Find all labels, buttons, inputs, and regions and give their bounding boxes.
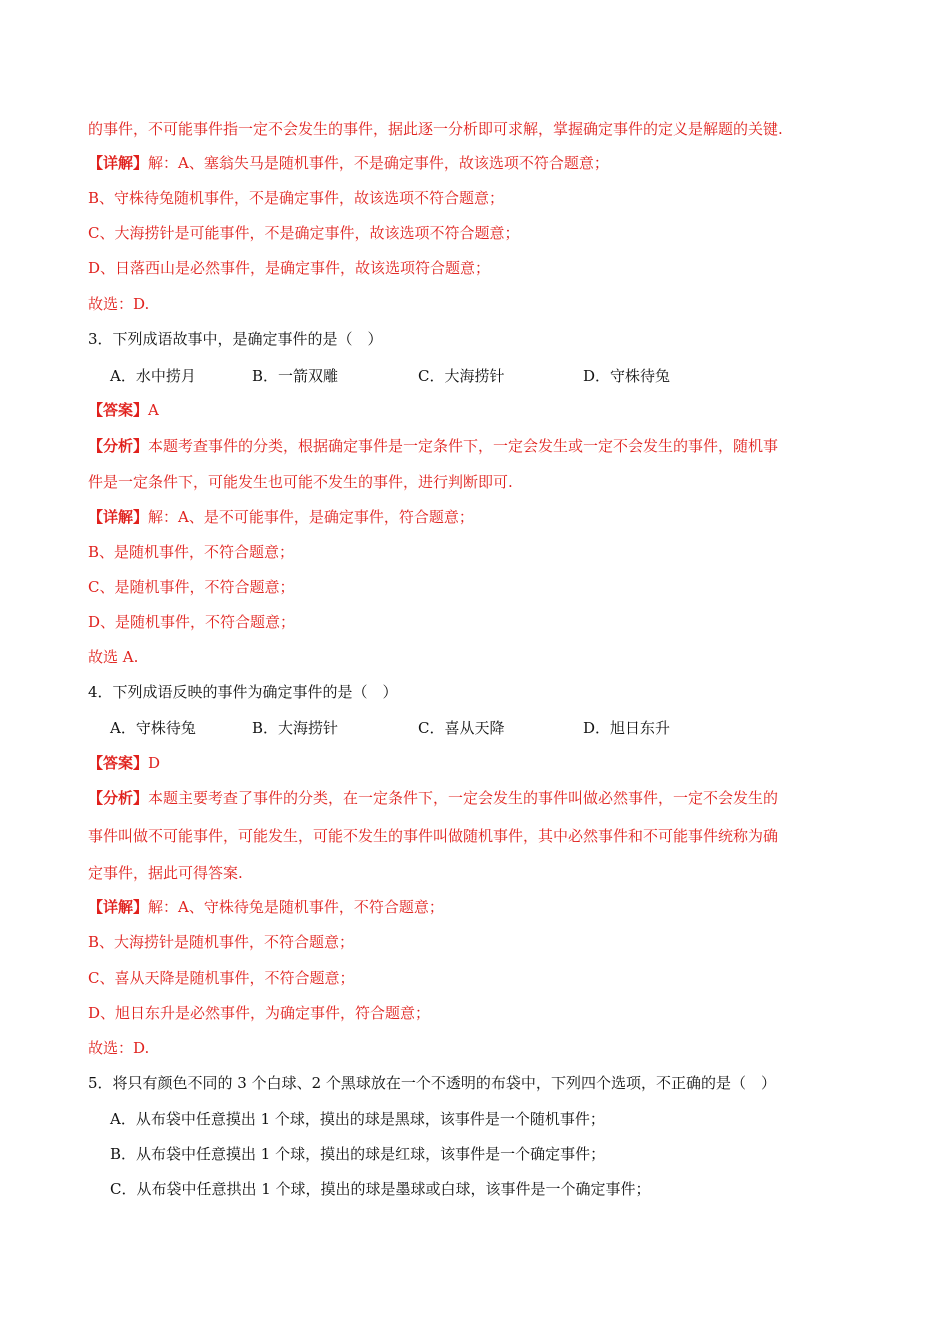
- question-options-4: [88, 718, 868, 738]
- analysis-line: 【分析】本题主要考查了事件的分类，在一定条件下，一定会发生的事件叫做必然事件，一定不会发生的: [88, 789, 779, 807]
- detail-line: 【详解】解：A、是不可能事件，是确定事件，符合题意；: [88, 508, 474, 526]
- detail-tag: 【详解】: [88, 154, 149, 172]
- detail-line: C、是随机事件，不符合题意；: [88, 578, 295, 596]
- answer-line: [88, 400, 159, 420]
- option-b: B．大海捞针: [252, 719, 339, 737]
- detail-line: D、旭日东升是必然事件，为确定事件，符合题意；: [88, 1004, 431, 1022]
- analysis-line: 【分析】本题考查事件的分类，根据确定事件是一定条件下，一定会发生或一定不会发生的事件，随机事: [88, 437, 779, 455]
- answer-tag: 【答案】: [88, 401, 149, 419]
- detail-line: B、大海捞针是随机事件，不符合题意；: [88, 933, 355, 951]
- option-a: A．从布袋中任意摸出 1 个球，摸出的球是黑球，该事件是一个随机事件；: [110, 1110, 605, 1128]
- analysis-line: 事件叫做不可能事件，可能发生，可能不发生的事件叫做随机事件，其中必然事件和不可能事件统称为确: [88, 827, 779, 845]
- option-d: D．旭日东升: [583, 719, 671, 737]
- detail-line: D、日落西山是必然事件，是确定事件，故该选项符合题意；: [88, 259, 491, 277]
- detail-line: D、是随机事件，不符合题意；: [88, 613, 296, 631]
- answer-line: [88, 753, 160, 773]
- question-stem-5: 5．将只有颜色不同的 3 个白球、2 个黑球放在一个不透明的布袋中，下列四个选项，不正确的是（ ）: [88, 1074, 776, 1092]
- detail-tag: 【详解】: [88, 898, 149, 916]
- conclusion: 故选：D.: [88, 295, 150, 313]
- question-stem-3: 3．下列成语故事中，是确定事件的是（ ）: [88, 330, 383, 348]
- answer-tag: 【答案】: [88, 754, 149, 772]
- detail-line: 【详解】解：A、守株待兔是随机事件，不符合题意；: [88, 898, 444, 916]
- analysis-tag: 【分析】: [88, 437, 149, 455]
- option-c: C．大海捞针: [418, 367, 505, 385]
- analysis-tag: 【分析】: [88, 789, 149, 807]
- analysis-continuation: 的事件，不可能事件指一定不会发生的事件，据此逐一分析即可求解，掌握确定事件的定义是解题的关键.: [88, 120, 783, 138]
- analysis-line: 定事件，据此可得答案.: [88, 864, 243, 882]
- answer-value: D: [148, 754, 161, 772]
- conclusion: 故选：D.: [88, 1039, 150, 1057]
- option-b: B．一箭双雕: [252, 367, 339, 385]
- option-c: C．喜从天降: [418, 719, 505, 737]
- detail-line: C、大海捞针是可能事件，不是确定事件，故该选项不符合题意；: [88, 224, 520, 242]
- detail-line: C、喜从天降是随机事件，不符合题意；: [88, 969, 355, 987]
- detail-tag: 【详解】: [88, 508, 149, 526]
- answer-value: A: [148, 401, 159, 419]
- option-d: D．守株待兔: [583, 367, 671, 385]
- option-c: C．从布袋中任意拱出 1 个球，摸出的球是墨球或白球，该事件是一个确定事件；: [110, 1180, 651, 1198]
- question-stem-4: 4．下列成语反映的事件为确定事件的是（ ）: [88, 683, 398, 701]
- detail-line: B、是随机事件，不符合题意；: [88, 543, 295, 561]
- option-b: B．从布袋中任意摸出 1 个球，摸出的球是红球，该事件是一个确定事件；: [110, 1145, 606, 1163]
- question-options-3: [88, 366, 868, 386]
- option-a: A．守株待兔: [110, 719, 196, 737]
- detail-line: [88, 153, 609, 173]
- option-a: A．水中捞月: [110, 367, 196, 385]
- conclusion: 故选 A.: [88, 648, 139, 666]
- analysis-line: 件是一定条件下，可能发生也可能不发生的事件，进行判断即可.: [88, 473, 513, 491]
- detail-text: 解：A、塞翁失马是随机事件，不是确定事件，故该选项不符合题意；: [148, 154, 609, 172]
- detail-line: B、守株待兔随机事件，不是确定事件，故该选项不符合题意；: [88, 189, 505, 207]
